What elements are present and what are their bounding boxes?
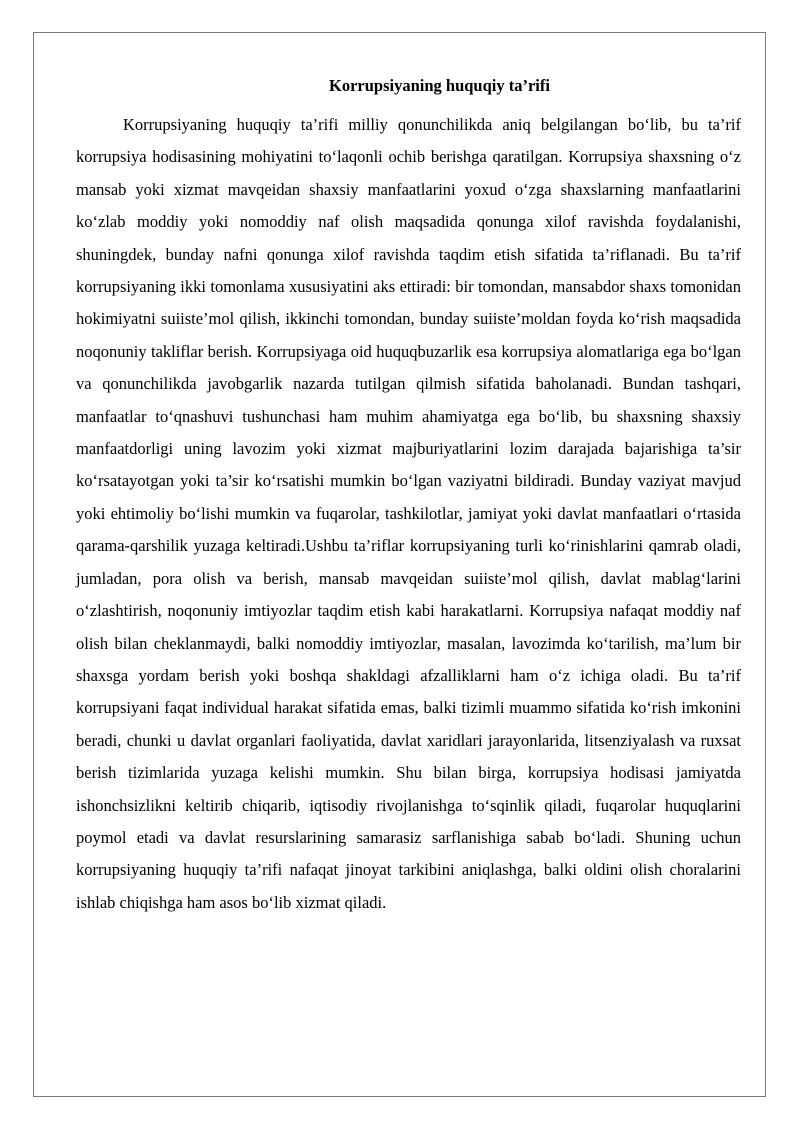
document-title: Korrupsiyaning huquqiy ta’rifi	[329, 76, 550, 95]
document-paragraph: Korrupsiyaning huquqiy ta’rifi milliy qonunchilikda aniq belgilangan bo‘lib, bu ta’rif korrupsiya hodisasining mohiyatini to‘laqonli ochib berishga qaratilgan. Korrupsiya shaxsning o‘z mansab yoki xizmat mavqeidan shaxsiy manfaatlarini yoxud o‘zga shaxslarning manfaatlarini ko‘zlab moddiy yoki nomoddiy naf olish maqsadida qonunga xilof ravishda foydalanishi, shuningdek, bunday nafni qonunga xilof ravishda taqdim etish sifatida ta’riflanadi. Bu ta’rif korrupsiyaning ikki tomonlama xususiyatini aks ettiradi: bir tomondan, mansabdor shaxs tomonidan hokimiyatni suiiste’mol qilish, ikkinchi tomondan, bunday suiiste’moldan foyda ko‘rish maqsadida noqonuniy takliflar berish. Korrupsiyaga oid huquqbuzarlik esa korrupsiya alomatlariga ega bo‘lgan va qonunchilikda javobgarlik nazarda tutilgan qilmish sifatida baholanadi. Bundan tashqari, manfaatlar to‘qnashuvi tushunchasi ham muhim ahamiyatga ega bo‘lib, bu shaxsning shaxsiy manfaatdorligi uning lavozim yoki xizmat majburiyatlarini lozim darajada bajarishiga ta’sir ko‘rsatayotgan yoki ta’sir ko‘rsatishi mumkin bo‘lgan vaziyatni bildiradi. Bunday vaziyat mavjud yoki ehtimoliy bo‘lishi mumkin va fuqarolar, tashkilotlar, jamiyat yoki davlat manfaatlari o‘rtasida qarama-qarshilik yuzaga keltiradi.Ushbu ta’riflar korrupsiyaning turli ko‘rinishlarini qamrab oladi, jumladan, pora olish va berish, mansab mavqeidan suiiste’mol qilish, davlat mablag‘larini o‘zlashtirish, noqonuniy imtiyozlar taqdim etish kabi harakatlarni. Korrupsiya nafaqat moddiy naf olish bilan cheklanmaydi, balki nomoddiy imtiyozlar, masalan, lavozimda ko‘tarilish, ma’lum bir shaxsga yordam berish yoki boshqa shakldagi afzalliklarni ham o‘z ichiga oladi. Bu ta’rif korrupsiyani faqat individual harakat sifatida emas, balki tizimli muammo sifatida ko‘rish imkonini beradi, chunki u davlat organlari faoliyatida, davlat xaridlari jarayonlarida, litsenziyalash va ruxsat berish tizimlarida yuzaga kelishi mumkin. Shu bilan birga, korrupsiya hodisasi jamiyatda ishonchsizlikni keltirib chiqarib, iqtisodiy rivojlanishga to‘sqinlik qiladi, fuqarolar huquqlarini poymol etadi va davlat resurslarining samarasiz sarflanishiga sabab bo‘ladi. Shuning uchun korrupsiyaning huquqiy ta’rifi nafaqat jinoyat tarkibini aniqlashga, balki oldini olish choralarini ishlab chiqishga ham asos bo‘lib xizmat qiladi.	[76, 115, 741, 912]
